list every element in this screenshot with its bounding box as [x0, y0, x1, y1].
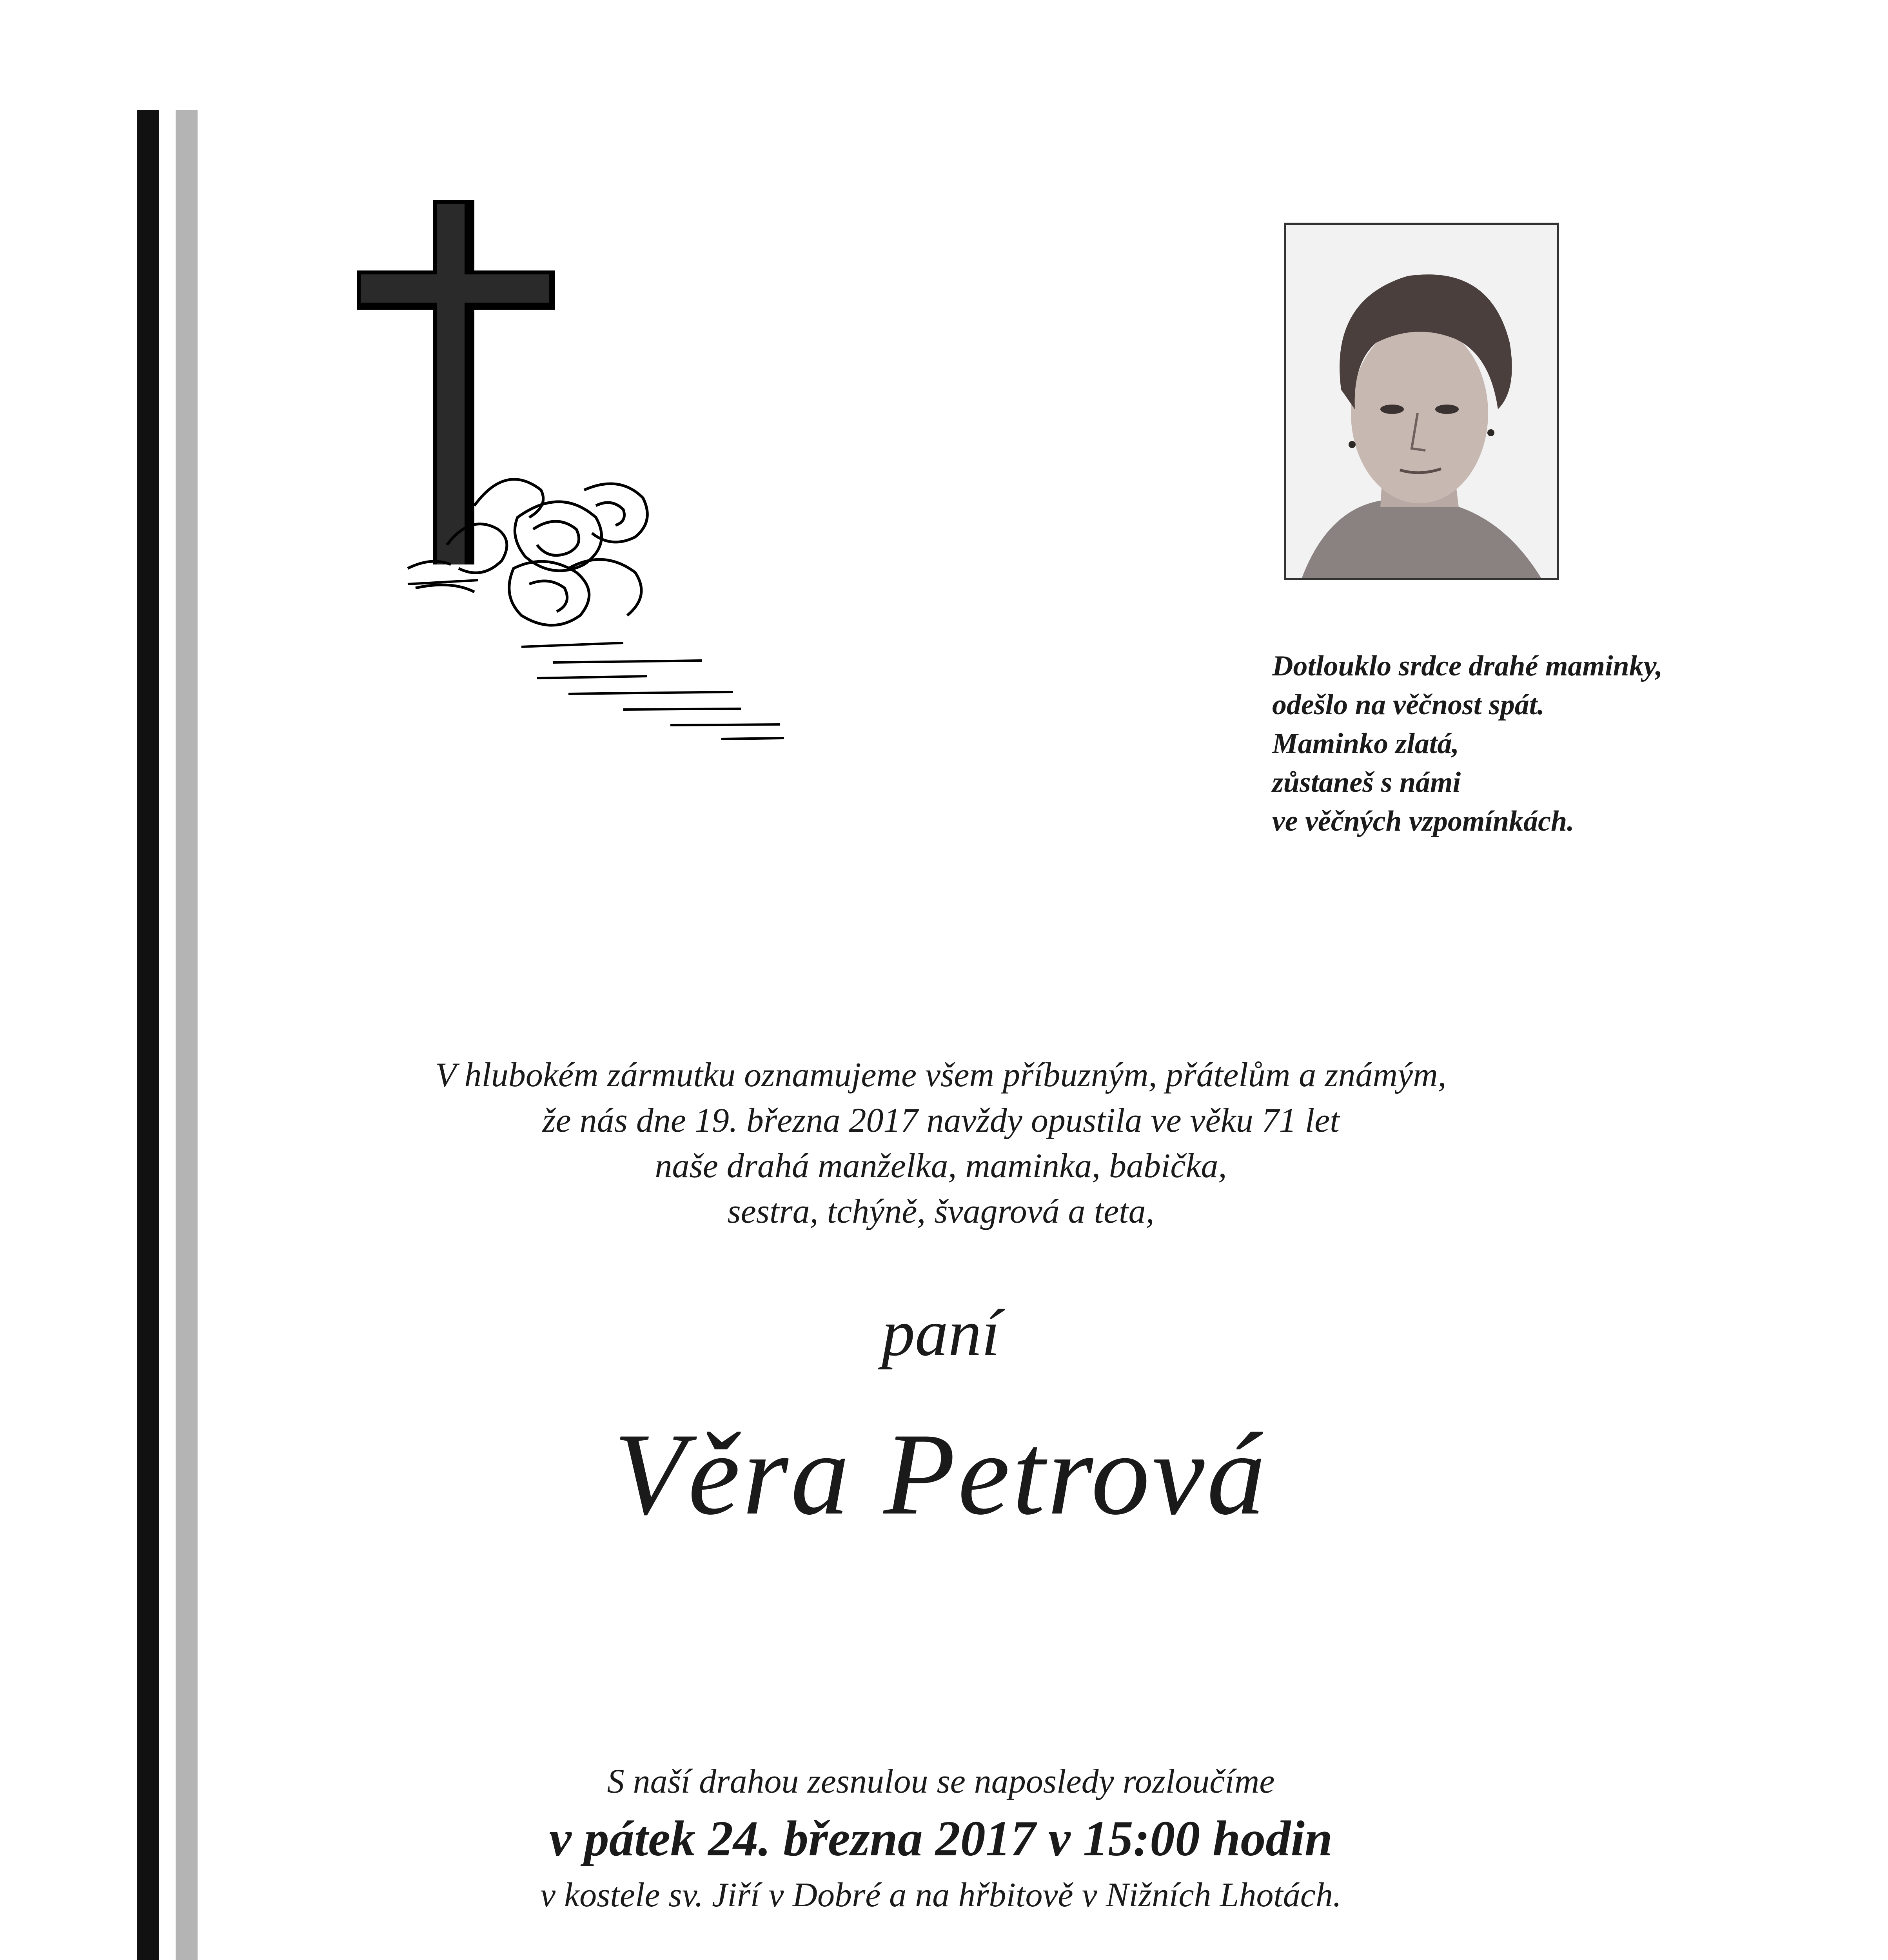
farewell-intro: S naší drahou zesnulou se naposledy rozloučíme — [607, 1762, 1275, 1800]
cross-with-roses-icon — [349, 192, 788, 749]
announcement-line: sestra, tchýně, švagrová a teta, — [727, 1192, 1155, 1230]
honorific: paní — [881, 1296, 1000, 1370]
farewell-datetime: v pátek 24. března 2017 v 15:00 hodin — [549, 1811, 1333, 1866]
verse-line: ve věčných vzpomínkách. — [1272, 805, 1574, 837]
announcement-line: že nás dne 19. března 2017 navždy opustila ve věku 71 let — [542, 1102, 1340, 1140]
verse-line: Maminko zlatá, — [1272, 728, 1459, 760]
portrait-photo — [1284, 223, 1559, 580]
death-announcement — [274, 1053, 1607, 1234]
farewell-place: v kostele sv. Jiří v Dobré a na hřbitově v Nižních Lhotách. — [540, 1876, 1342, 1914]
verse-line: zůstaneš s námi — [1272, 766, 1461, 799]
verse-line: Dotlouklo srdce drahé maminky, — [1272, 650, 1663, 682]
deceased-name: Věra Petrová — [614, 1409, 1268, 1539]
vertical-grey-bar — [176, 110, 198, 1960]
verse-line: odešlo na věčnost spát. — [1272, 689, 1545, 721]
announcement-line: naše drahá manželka, maminka, babička, — [655, 1147, 1227, 1185]
memorial-verse — [1272, 647, 1821, 841]
farewell-details — [274, 1756, 1607, 1921]
vertical-black-bar — [137, 110, 159, 1960]
announcement-line: V hlubokém zármutku oznamujeme všem příbuzným, přátelům a známým, — [435, 1056, 1447, 1094]
